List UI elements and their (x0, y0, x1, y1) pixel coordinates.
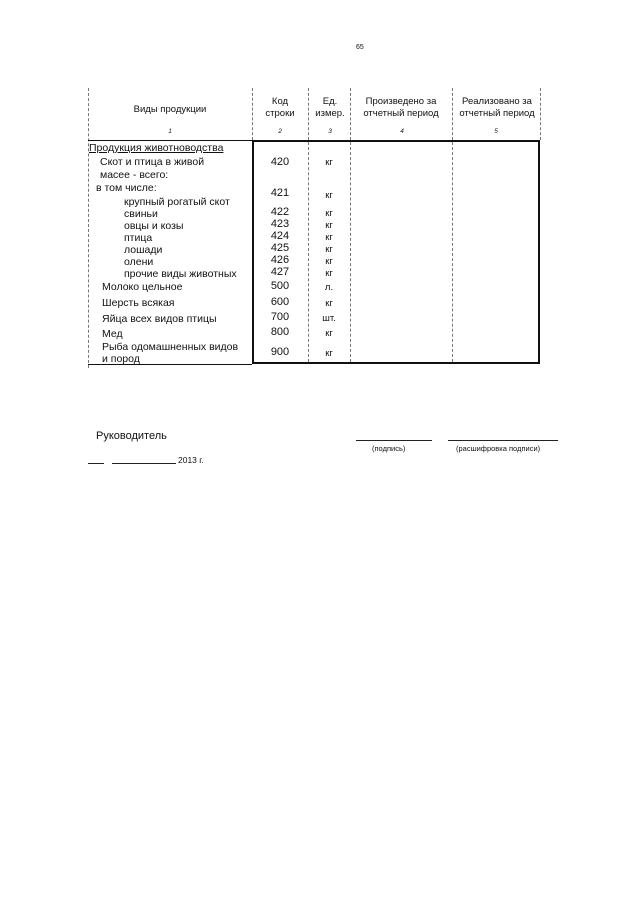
decode-caption: (расшифровка подписи) (456, 444, 541, 453)
signature-line (356, 440, 432, 441)
row-code: 900 (270, 346, 290, 358)
row-label: в том числе: (96, 182, 157, 194)
row-label: птица (124, 232, 153, 244)
row-label: Скот и птица в живой (100, 156, 205, 168)
column-guide (88, 88, 89, 368)
row-code: 425 (270, 242, 290, 254)
header-divider (88, 140, 252, 141)
row-label: лошади (124, 244, 163, 256)
row-code: 600 (270, 296, 290, 308)
column-number: 1 (168, 128, 172, 135)
row-unit: шт. (322, 313, 336, 324)
row-code: 424 (270, 230, 290, 242)
row-label: Рыба одомашненных видов (102, 341, 239, 353)
row-code: 420 (270, 156, 290, 168)
header-product-types: Виды продукции (133, 104, 207, 115)
row-code: 421 (270, 187, 290, 199)
row-unit: кг (325, 220, 333, 231)
column-guide (308, 142, 309, 362)
row-unit: кг (325, 208, 333, 219)
row-label: Яйца всех видов птицы (102, 313, 217, 325)
row-unit: кг (325, 268, 333, 279)
row-code: 427 (270, 266, 290, 278)
row-code: 800 (270, 326, 290, 338)
row-unit: кг (325, 232, 333, 243)
column-number: 2 (278, 128, 282, 135)
header-produced: Произведено за отчетный период (363, 96, 439, 119)
section-title: Продукция животноводства (89, 142, 224, 154)
row-code: 423 (270, 218, 290, 230)
date-day-line (88, 463, 104, 464)
row-label: Шерсть всякая (102, 297, 175, 309)
row-label: и пород (102, 353, 140, 365)
signature-caption: (подпись) (372, 444, 406, 453)
row-label: крупный рогатый скот (124, 196, 230, 208)
row-unit: кг (325, 190, 333, 201)
row-unit: кг (325, 157, 333, 168)
row-unit: кг (325, 256, 333, 267)
column-guide (452, 88, 453, 140)
column-guide (452, 142, 453, 362)
column-number: 5 (494, 128, 498, 135)
column-guide (540, 88, 541, 140)
signature-decode-line (448, 440, 558, 441)
row-label: Молоко цельное (102, 281, 183, 293)
row-code: 422 (270, 206, 290, 218)
column-guide (252, 88, 253, 140)
row-code: 426 (270, 254, 290, 266)
row-unit: кг (325, 328, 333, 339)
row-code: 500 (270, 280, 290, 292)
header-sold: Реализовано за отчетный период (459, 96, 535, 119)
row-label: прочие виды животных (124, 268, 237, 280)
row-label: свиньи (124, 208, 158, 220)
column-guide (350, 88, 351, 140)
row-unit: кг (325, 348, 333, 359)
column-number: 4 (400, 128, 404, 135)
row-label: овцы и козы (124, 220, 184, 232)
row-label: Мед (102, 328, 123, 340)
header-unit: Ед. измер. (315, 96, 345, 119)
row-unit: л. (324, 282, 334, 293)
column-guide (350, 142, 351, 362)
row-unit: кг (325, 244, 333, 255)
date-month-line (112, 463, 176, 464)
column-number: 3 (328, 128, 332, 135)
date-year: 2013 г. (178, 455, 204, 465)
column-guide (308, 88, 309, 140)
signature-role: Руководитель (96, 430, 167, 442)
page-number: 65 (356, 44, 364, 51)
header-row-code: Код строки (265, 96, 295, 119)
row-label: олени (124, 256, 154, 268)
row-unit: кг (325, 298, 333, 309)
row-label: масее - всего: (100, 169, 169, 181)
row-code: 700 (270, 311, 290, 323)
